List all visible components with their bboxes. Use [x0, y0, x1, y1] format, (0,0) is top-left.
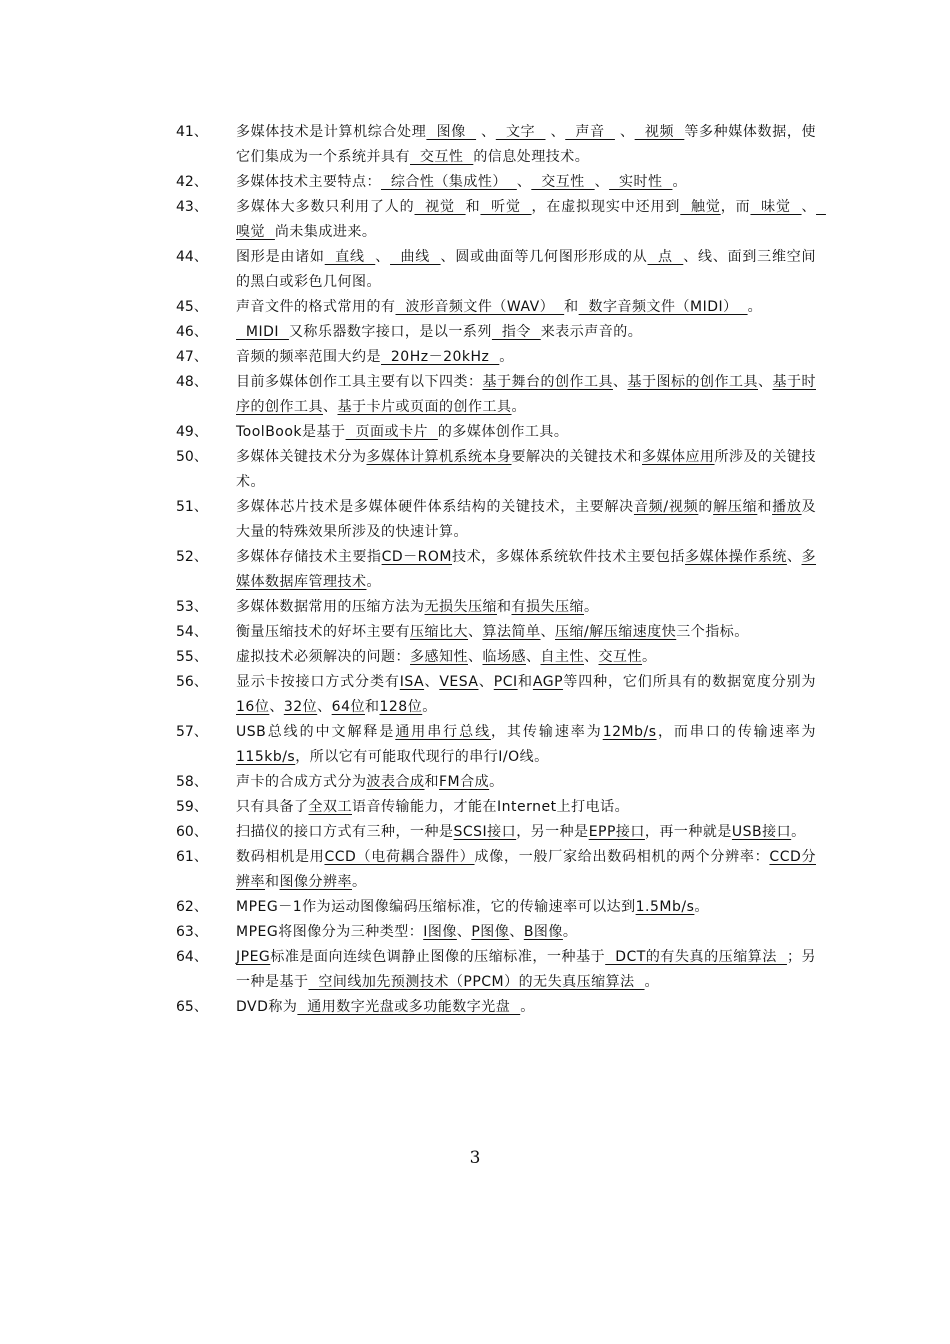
answer-blank: 交互性	[410, 149, 474, 165]
answer-blank: 基于图标的创作工具	[627, 374, 758, 390]
answer-blank: 图像	[426, 124, 477, 140]
answer-blank: 图像分辨率	[279, 874, 352, 890]
item-text	[236, 620, 816, 645]
item-number: 43、	[176, 199, 208, 215]
item-text	[236, 920, 816, 945]
item-text-segment: 的	[698, 499, 714, 515]
answer-blank: 基于舞台的创作工具	[482, 374, 613, 390]
answer-blank: ISA	[399, 674, 425, 690]
item-text-segment: 三个指标。	[676, 624, 749, 640]
item-number: 58、	[176, 774, 208, 790]
item-text	[236, 670, 816, 720]
answer-blank: 触觉	[680, 199, 721, 215]
item-text	[236, 195, 826, 245]
item-text-segment: 声音文件的格式常用的有	[236, 299, 396, 315]
item-text-segment: 、	[584, 649, 599, 665]
answer-blank: SCSI接口	[453, 824, 517, 840]
answer-blank: MIDI	[236, 324, 289, 340]
item-text-segment: 。	[422, 699, 437, 715]
answer-blank: 空间线加先预测技术（PPCM）的无失真压缩算法	[308, 974, 645, 990]
item-text-segment: 又称乐器数字接口，是以一系列	[288, 324, 492, 340]
list-item	[176, 920, 816, 945]
answer-blank: 128位	[379, 699, 423, 715]
item-text-segment: 只有具备了	[236, 799, 309, 815]
item-text-segment: MPEG将图像分为三种类型：	[236, 924, 424, 940]
item-text-segment: 技术，多媒体系统软件技术主要包括	[452, 549, 686, 565]
item-number: 63、	[176, 924, 208, 940]
answer-blank: 交互性	[598, 649, 642, 665]
item-text-segment: USB总线的中文解释是	[236, 724, 396, 740]
answer-blank: 多媒体操作系统	[685, 549, 787, 565]
item-text-segment: 和	[497, 599, 512, 615]
answer-blank: 通用数字光盘或多功能数字光盘	[297, 999, 521, 1015]
answer-blank: FM合成	[439, 774, 490, 790]
answer-blank: 多媒体计算机系统本身	[366, 449, 512, 465]
item-text	[236, 445, 816, 495]
item-text-segment: 多媒体数据常用的压缩方法为	[236, 599, 425, 615]
answer-blank: PCI	[493, 674, 518, 690]
item-number: 55、	[176, 649, 208, 665]
item-number: 56、	[176, 674, 208, 690]
item-text-segment: ，而串口的传输速率为	[656, 724, 817, 740]
answer-blank: 无损失压缩	[424, 599, 497, 615]
item-text-segment: 虚拟技术必须解决的问题：	[236, 649, 410, 665]
item-text	[236, 245, 816, 295]
item-number: 45、	[176, 299, 208, 315]
item-text-segment: 、	[468, 649, 483, 665]
item-text-segment: ，在虚拟现实中还用到	[531, 199, 681, 215]
item-text	[236, 295, 816, 320]
answer-blank: DCT的有失真的压缩算法	[605, 949, 787, 965]
item-text-segment: 等四种，它们所具有的数据宽度分别为	[563, 674, 817, 690]
item-text-segment: 。	[366, 574, 381, 590]
item-text-segment: 、	[545, 124, 566, 140]
item-text-segment: 、	[594, 174, 610, 190]
answer-blank: 压缩/解压缩速度快	[555, 624, 677, 640]
item-text-segment: 语音传输能力，才能在Internet上打电话。	[352, 799, 630, 815]
item-text-segment: 图形是由诸如	[236, 249, 325, 265]
list-item	[176, 320, 816, 345]
item-number: 46、	[176, 324, 208, 340]
item-number: 42、	[176, 174, 208, 190]
item-text-segment: 和	[757, 499, 773, 515]
answer-blank: 通用串行总线	[395, 724, 492, 740]
list-item	[176, 195, 826, 245]
item-number: 61、	[176, 849, 208, 865]
item-text-segment: 和	[265, 874, 280, 890]
answer-blank: 多感知性	[410, 649, 468, 665]
item-text	[236, 595, 816, 620]
item-text-segment: 、	[375, 249, 391, 265]
item-text-segment: 显示卡按接口方式分类有	[236, 674, 400, 690]
item-text-segment: 、	[476, 124, 496, 140]
item-text	[236, 345, 816, 370]
item-text-segment: 、	[540, 624, 555, 640]
item-text-segment: 要解决的关键技术和	[511, 449, 642, 465]
item-text-segment: 、	[801, 199, 817, 215]
answer-blank: 基于时序的创作工具	[236, 374, 816, 415]
list-item	[176, 295, 816, 320]
answer-blank: CCD（电荷耦合器件）	[324, 849, 475, 865]
list-item	[176, 720, 816, 770]
list-item	[176, 945, 816, 995]
answer-blank: 音频/视频	[633, 499, 699, 515]
answer-blank: 16位	[236, 699, 270, 715]
item-text-segment: 多媒体芯片技术是多媒体硬件体系结构的关键技术，主要解决	[236, 499, 634, 515]
answer-blank: 综合性（集成性）	[381, 174, 517, 190]
item-text-segment: 和	[517, 674, 533, 690]
answer-blank: P图像	[471, 924, 510, 940]
item-text	[236, 120, 816, 170]
list-item	[176, 370, 816, 420]
answer-blank: 1.5Mb/s	[635, 899, 695, 915]
list-item	[176, 895, 816, 920]
item-number: 65、	[176, 999, 208, 1015]
answer-blank: 交互性	[531, 174, 595, 190]
item-number: 62、	[176, 899, 208, 915]
item-text-segment: ；另一种是基于	[236, 949, 816, 990]
item-text-segment: 、	[317, 699, 332, 715]
item-text-segment: 。	[511, 399, 526, 415]
item-text-segment: 、	[614, 124, 635, 140]
answer-blank: 数字音频文件（MIDI）	[578, 299, 748, 315]
answer-blank: 波表合成	[366, 774, 425, 790]
item-text-segment: 多媒体大多数只利用了人的	[236, 199, 415, 215]
answer-blank: 多媒体数据库管理技术	[236, 549, 817, 590]
item-text-segment: 、	[323, 399, 338, 415]
answer-blank: 基于卡片或页面的创作工具	[337, 399, 512, 415]
answer-blank: I图像	[423, 924, 457, 940]
item-text	[236, 320, 816, 345]
list-item	[176, 445, 816, 495]
answer-blank: 嗅觉	[236, 199, 826, 240]
answer-blank: 播放	[772, 499, 802, 515]
item-number: 44、	[176, 249, 208, 265]
answer-blank: VESA	[439, 674, 479, 690]
item-text-segment: DVD称为	[236, 999, 298, 1015]
item-text-segment: 多媒体技术主要特点：	[236, 174, 381, 190]
item-text-segment: 多媒体关键技术分为	[236, 449, 367, 465]
list-item	[176, 995, 816, 1020]
answer-blank: 解压缩	[713, 499, 758, 515]
item-text-segment: 的多媒体创作工具。	[437, 424, 569, 440]
answer-blank: 视频	[634, 124, 685, 140]
item-number: 54、	[176, 624, 208, 640]
list-item	[176, 670, 816, 720]
item-number: 49、	[176, 424, 208, 440]
list-item	[176, 245, 816, 295]
item-text-segment: 、	[424, 674, 440, 690]
item-text-segment: 、	[478, 674, 494, 690]
answer-blank: 指令	[491, 324, 541, 340]
item-text-segment: 。	[694, 899, 709, 915]
item-text-segment: ，其传输速率为	[491, 724, 603, 740]
item-text-segment: 。	[562, 924, 578, 940]
item-text-segment: 、	[758, 374, 773, 390]
list-item	[176, 595, 816, 620]
item-text-segment: 多媒体存储技术主要指	[236, 549, 382, 565]
answer-blank: 有损失压缩	[511, 599, 584, 615]
answer-blank: 115kb/s	[236, 749, 296, 765]
item-text	[236, 420, 816, 445]
item-text-segment: 。	[489, 774, 504, 790]
answer-blank: 曲线	[390, 249, 441, 265]
answer-blank: CD－ROM	[381, 549, 452, 565]
item-number: 59、	[176, 799, 208, 815]
answer-blank: CCD分辨率	[236, 849, 816, 890]
answer-blank: 12Mb/s	[602, 724, 657, 740]
item-text-segment: 声卡的合成方式分为	[236, 774, 367, 790]
item-text-segment: 、	[516, 174, 532, 190]
item-text-segment: 。	[642, 649, 657, 665]
item-text-segment: 、	[786, 549, 802, 565]
page-number: 3	[469, 1148, 481, 1168]
list-item	[176, 495, 816, 545]
item-text-segment: 、	[269, 699, 284, 715]
item-text-segment: 目前多媒体创作工具主要有以下四类：	[236, 374, 483, 390]
answer-blank: 多媒体应用	[642, 449, 715, 465]
item-text-segment: 成像，一般厂家给出数码相机的两个分辨率：	[474, 849, 770, 865]
answer-blank: 算法简单	[482, 624, 541, 640]
item-text-segment: 、	[468, 624, 483, 640]
item-text-segment: 标准是面向连续色调静止图像的压缩标准，一种基于	[270, 949, 606, 965]
item-number: 53、	[176, 599, 208, 615]
item-text	[236, 845, 816, 895]
item-text-segment: 衡量压缩技术的好坏主要有	[236, 624, 410, 640]
item-text	[236, 170, 816, 195]
item-number: 51、	[176, 499, 208, 515]
item-text-segment: 、	[613, 374, 628, 390]
item-text-segment: ，而	[720, 199, 751, 215]
item-number: 60、	[176, 824, 208, 840]
item-text-segment: 多媒体技术是计算机综合处理	[236, 124, 427, 140]
item-text-segment: 。	[584, 599, 599, 615]
answer-blank: 临场感	[482, 649, 526, 665]
item-text-segment: 、	[509, 924, 524, 940]
item-text-segment: 和	[424, 774, 439, 790]
item-number: 52、	[176, 549, 208, 565]
item-text-segment: 。	[672, 174, 687, 190]
answer-blank: AGP	[532, 674, 564, 690]
item-text-segment: 。	[791, 824, 806, 840]
answer-blank: 全双工	[308, 799, 352, 815]
item-text-segment: 。	[352, 874, 367, 890]
item-number: 41、	[176, 124, 208, 140]
answer-blank: 文字	[495, 124, 546, 140]
item-text-segment: ，所以它有可能取代现行的串行I/O线。	[295, 749, 549, 765]
list-item	[176, 795, 816, 820]
item-text-segment: 音频的频率范围大约是	[236, 349, 381, 365]
answer-blank: EPP接口	[588, 824, 645, 840]
item-number: 47、	[176, 349, 208, 365]
item-text-segment: 来表示声音的。	[540, 324, 643, 340]
item-text-segment: ，另一种是	[516, 824, 589, 840]
list-item	[176, 620, 816, 645]
item-number: 50、	[176, 449, 208, 465]
item-text	[236, 495, 816, 545]
item-number: 48、	[176, 374, 208, 390]
item-number: 64、	[176, 949, 208, 965]
item-text-segment: 。	[520, 999, 535, 1015]
answer-blank: 页面或卡片	[345, 424, 438, 440]
item-text-segment: ，再一种就是	[644, 824, 732, 840]
answer-blank: 64位	[331, 699, 365, 715]
item-text	[236, 795, 816, 820]
answer-blank: 直线	[324, 249, 376, 265]
item-text-segment: 、线、面到三维空间的黑白或彩色几何图。	[236, 249, 817, 290]
item-text-segment: 。	[499, 349, 514, 365]
answer-blank: 波形音频文件（WAV）	[395, 299, 565, 315]
item-text-segment: 、	[456, 924, 472, 940]
item-text-segment: 所涉及的关键技术。	[236, 449, 816, 490]
list-item	[176, 770, 816, 795]
item-text-segment: 和	[564, 299, 579, 315]
item-text-segment: 的信息处理技术。	[473, 149, 590, 165]
item-text-segment: MPEG－1作为运动图像编码压缩标准，它的传输速率可以达到	[236, 899, 636, 915]
answer-blank: 视觉	[414, 199, 466, 215]
answer-blank: 实时性	[609, 174, 673, 190]
item-text	[236, 995, 816, 1020]
item-text	[236, 645, 816, 670]
item-text-segment: 扫描仪的接口方式有三种，一种是	[236, 824, 454, 840]
answer-blank: 压缩比大	[410, 624, 468, 640]
item-text-segment: 。	[644, 974, 660, 990]
item-text-segment: 等多种媒体数据，使它们集成为一个系统并具有	[236, 124, 816, 165]
item-text	[236, 770, 816, 795]
item-text-segment: 和	[465, 199, 481, 215]
answer-blank: 20Hz－20kHz	[381, 349, 500, 365]
item-text-segment: 尚未集成进来。	[274, 224, 377, 240]
list-item	[176, 845, 816, 895]
answer-blank: B图像	[523, 924, 563, 940]
answer-blank: 32位	[283, 699, 318, 715]
item-text-segment: 、圆或曲面等几何图形形成的从	[440, 249, 648, 265]
list-item	[176, 420, 816, 445]
item-text	[236, 720, 816, 770]
answer-blank: JPEG	[236, 949, 271, 965]
item-text-segment: 。	[747, 299, 763, 315]
list-item	[176, 345, 816, 370]
item-text	[236, 945, 816, 995]
answer-blank: 声音	[565, 124, 615, 140]
list-item	[176, 545, 816, 595]
list-item	[176, 120, 816, 170]
item-text	[236, 895, 816, 920]
item-number: 57、	[176, 724, 208, 740]
item-text-segment: ToolBook是基于	[236, 424, 346, 440]
answer-blank: USB接口	[731, 824, 792, 840]
item-text-segment: 及大量的特殊效果所涉及的快速计算。	[236, 499, 817, 540]
answer-blank: 自主性	[540, 649, 584, 665]
answer-blank: 听觉	[480, 199, 532, 215]
item-text-segment: 、	[526, 649, 541, 665]
list-item	[176, 170, 816, 195]
item-text	[236, 370, 816, 420]
item-text-segment: 数码相机是用	[236, 849, 325, 865]
item-text-segment: 和	[364, 699, 380, 715]
answer-blank: 味觉	[750, 199, 802, 215]
answer-blank: 点	[647, 249, 684, 265]
item-text	[236, 820, 816, 845]
item-text	[236, 545, 816, 595]
list-item	[176, 820, 816, 845]
question-list	[176, 120, 826, 1020]
list-item	[176, 645, 816, 670]
